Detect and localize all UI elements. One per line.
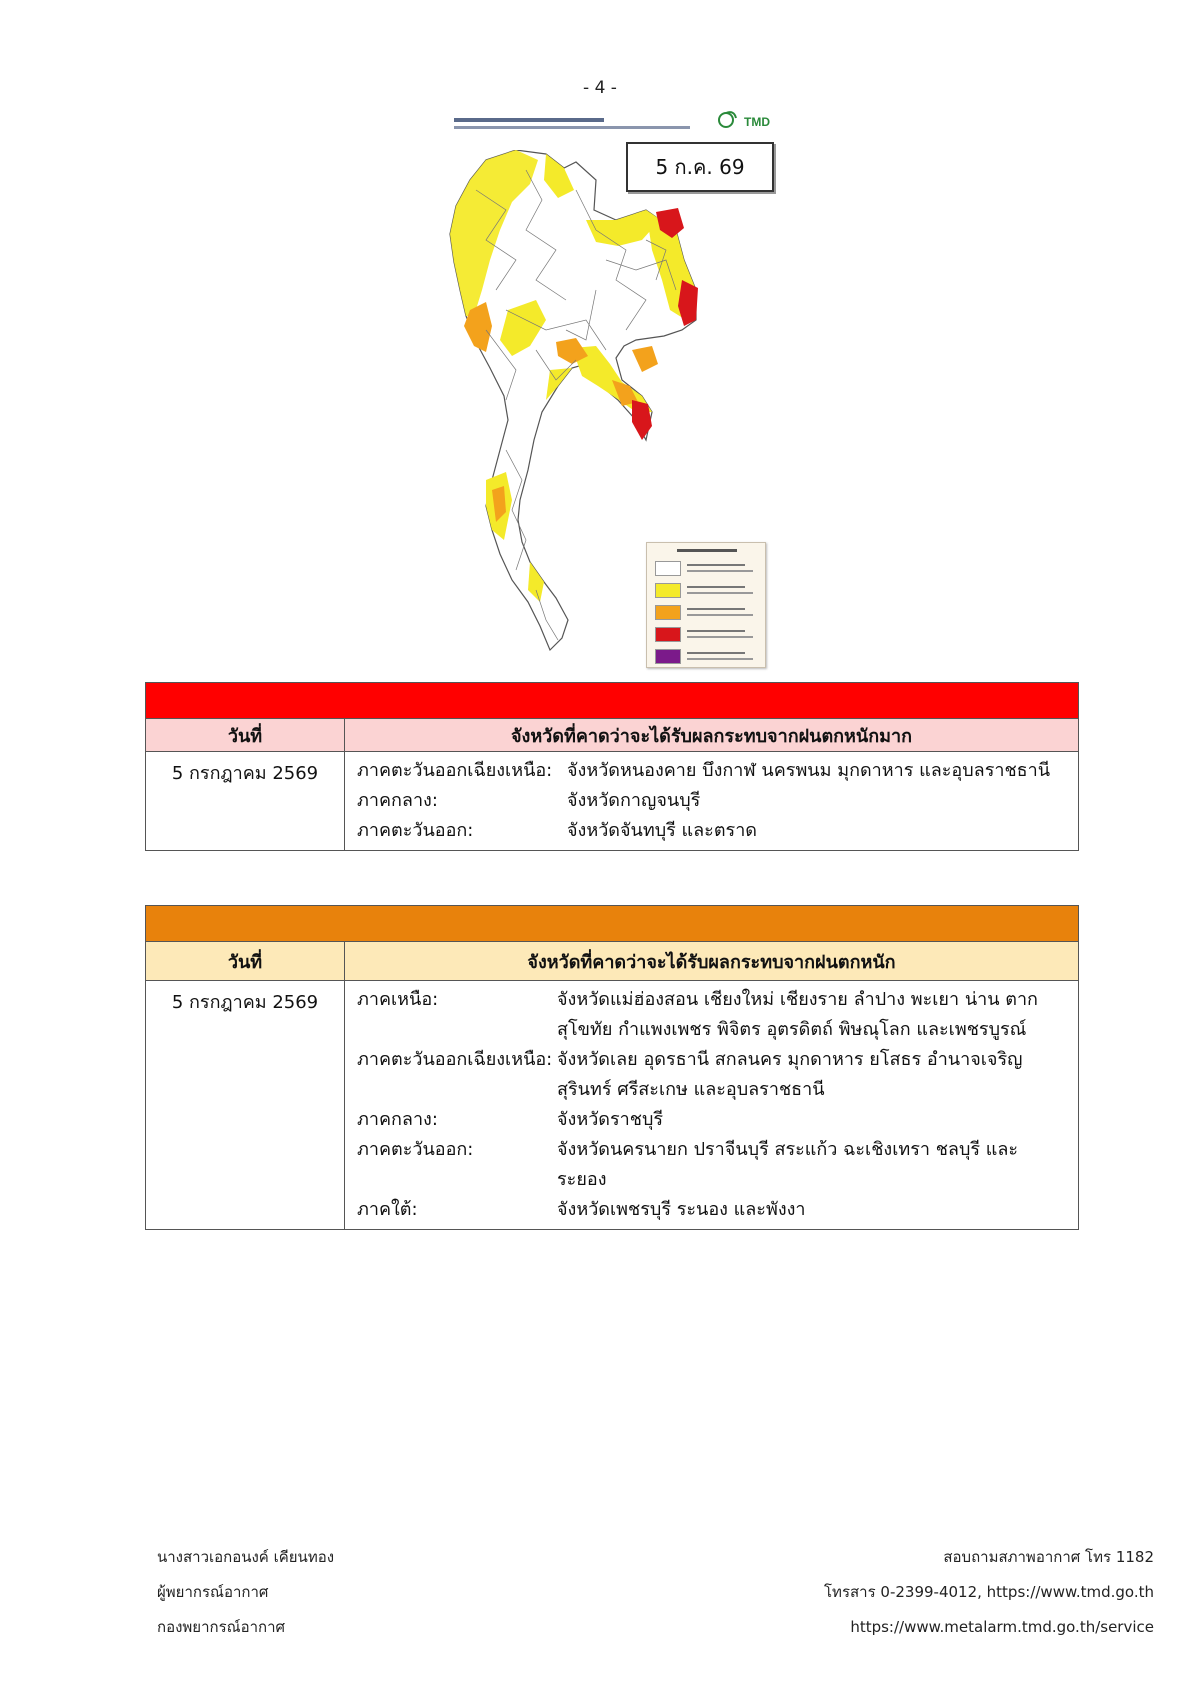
- contact-fax-website: โทรสาร 0-2399-4012, https://www.tmd.go.th: [824, 1583, 1154, 1601]
- row-date: 5 กรกฎาคม 2569: [146, 752, 345, 850]
- contact-block: [824, 1540, 1154, 1645]
- region-provinces: จังหวัดเพชรบุรี ระนอง และพังงา: [557, 1199, 806, 1220]
- header-provinces: จังหวัดที่คาดว่าจะได้รับผลกระทบจากฝนตกหนัก: [527, 951, 896, 973]
- forecaster-name: นางสาวเอกอนงค์ เคียนทอง: [157, 1548, 335, 1566]
- row-date: 5 กรกฎาคม 2569: [146, 981, 345, 1229]
- contact-phone: สอบถามสภาพอากาศ โทร 1182: [943, 1548, 1154, 1566]
- table-row: [146, 981, 1078, 1229]
- svg-text:TMD: TMD: [744, 115, 770, 129]
- table-row: [146, 752, 1078, 850]
- tmd-logo: [714, 108, 774, 134]
- contact-service-link[interactable]: https://www.metalarm.tmd.go.th/service: [850, 1618, 1154, 1636]
- region-name: ภาคตะวันออก:: [357, 820, 474, 841]
- map-date-label: 5 ก.ค. 69: [626, 142, 774, 192]
- region-name: ภาคกลาง:: [357, 1109, 438, 1130]
- region-provinces: จังหวัดราชบุรี: [557, 1109, 664, 1130]
- region-row: [357, 985, 1078, 1045]
- legend-swatch-medium: [655, 605, 681, 620]
- table-header: [146, 942, 1078, 981]
- region-row: [357, 1105, 1078, 1135]
- legend-swatch-none: [655, 561, 681, 576]
- region-provinces: จังหวัดเลย อุดรธานี สกลนคร มุกดาหาร ยโสธร อำนาจเจริญ สุรินทร์ ศรีสะเกษ และอุบลราชธานี: [557, 1049, 1023, 1100]
- region-name: ภาคใต้:: [357, 1199, 418, 1220]
- page-number: - 4 -: [583, 78, 617, 98]
- region-row: [357, 1195, 1078, 1225]
- region-provinces: จังหวัดกาญจนบุรี: [567, 790, 701, 811]
- header-date: วันที่: [146, 942, 345, 980]
- region-row: [357, 786, 1078, 816]
- region-name: ภาคเหนือ:: [357, 989, 439, 1010]
- very-heavy-rain-bar: [146, 683, 1078, 719]
- region-provinces: จังหวัดหนองคาย บึงกาฬ นครพนม มุกดาหาร และอุบลราชธานี: [567, 760, 1051, 781]
- legend-swatch-light: [655, 583, 681, 598]
- forecaster-division: กองพยากรณ์อากาศ: [157, 1618, 286, 1636]
- heavy-rain-bar: [146, 906, 1078, 942]
- table-header: [146, 719, 1078, 752]
- region-provinces: จังหวัดนครนายก ปราจีนบุรี สระแก้ว ฉะเชิงเทรา ชลบุรี และระยอง: [557, 1139, 1019, 1190]
- region-name: ภาคตะวันออก:: [357, 1139, 474, 1160]
- region-name: ภาคตะวันออกเฉียงเหนือ:: [357, 1049, 553, 1070]
- forecaster-signature-block: [157, 1540, 334, 1645]
- region-row: [357, 1135, 1078, 1195]
- region-provinces: จังหวัดจันทบุรี และตราด: [567, 820, 757, 841]
- legend-swatch-extreme: [655, 649, 681, 664]
- header-provinces: จังหวัดที่คาดว่าจะได้รับผลกระทบจากฝนตกหนักมาก: [510, 725, 912, 747]
- region-name: ภาคกลาง:: [357, 790, 438, 811]
- region-name: ภาคตะวันออกเฉียงเหนือ:: [357, 760, 553, 781]
- very-heavy-rain-table: [145, 682, 1079, 851]
- forecaster-title: ผู้พยากรณ์อากาศ: [157, 1583, 269, 1601]
- region-row: [357, 756, 1078, 786]
- heavy-rain-table: [145, 905, 1079, 1230]
- header-date: วันที่: [146, 719, 345, 751]
- map-legend: [646, 542, 766, 668]
- legend-swatch-heavy: [655, 627, 681, 642]
- region-row: [357, 1045, 1078, 1105]
- region-provinces: จังหวัดแม่ฮ่องสอน เชียงใหม่ เชียงราย ลำปาง พะเยา น่าน ตาก สุโขทัย กำแพงเพชร พิจิตร อุตรดิตถ์ พิษณุโลก และเพชรบูรณ์: [557, 989, 1038, 1040]
- region-row: [357, 816, 1078, 846]
